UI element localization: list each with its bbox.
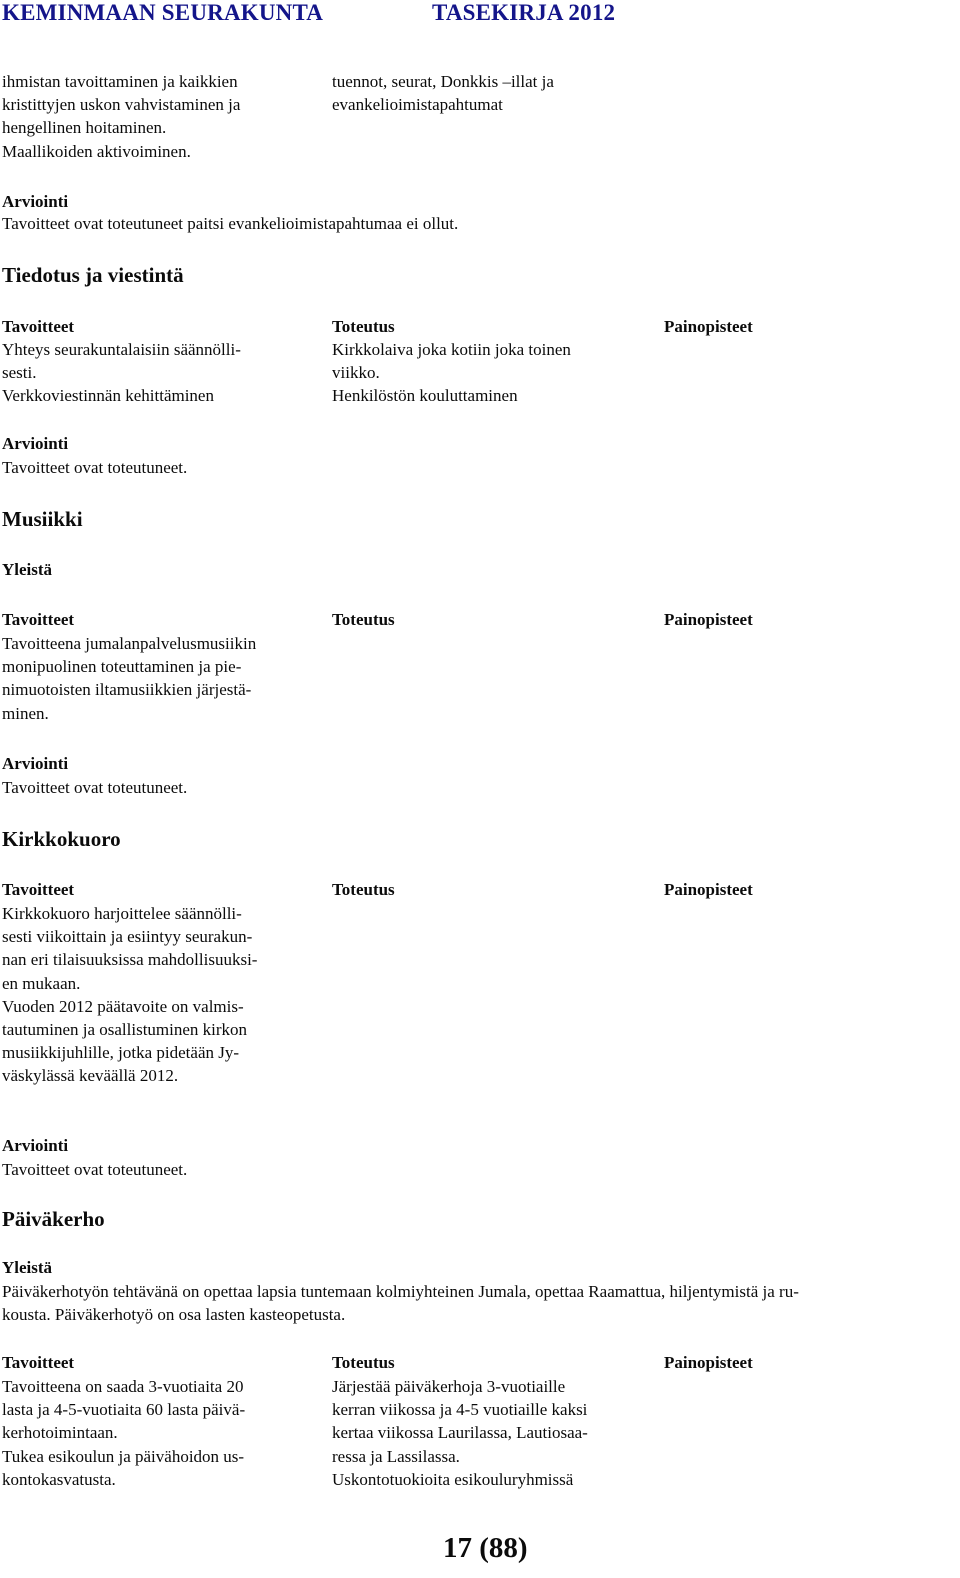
- section-title-paivakerho: Päiväkerho: [2, 1207, 105, 1231]
- subheading-yleista: Yleistä: [2, 560, 53, 579]
- section-title-kirkkokuoro: Kirkkokuoro: [2, 827, 121, 851]
- column-header-toteutus: Toteutus: [332, 1353, 395, 1372]
- column-header-tavoitteet: Tavoitteet: [2, 880, 75, 899]
- column-header-painopisteet: Painopisteet: [664, 880, 753, 899]
- arviointi-heading: Arviointi: [2, 192, 69, 211]
- arviointi-text: Tavoitteet ovat toteutuneet.: [2, 458, 188, 477]
- musiikki-tavoitteet-text: Tavoitteena jumalanpalvelusmusiikin monipuolinen toteuttaminen ja pie- nimuotoisten iltamusiikkien järjestä- minen.: [2, 634, 257, 723]
- column-header-tavoitteet: Tavoitteet: [2, 317, 75, 336]
- column-header-painopisteet: Painopisteet: [664, 1353, 753, 1372]
- header-organization: KEMINMAAN SEURAKUNTA: [2, 0, 324, 25]
- column-header-toteutus: Toteutus: [332, 880, 395, 899]
- arviointi-text: Tavoitteet ovat toteutuneet.: [2, 778, 188, 797]
- arviointi-text: Tavoitteet ovat toteutuneet.: [2, 1160, 188, 1179]
- arviointi-heading: Arviointi: [2, 434, 69, 453]
- column-header-tavoitteet: Tavoitteet: [2, 610, 75, 629]
- subheading-yleista: Yleistä: [2, 1258, 53, 1277]
- paivakerho-yleista-text: Päiväkerhotyön tehtävänä on opettaa lapsia tuntemaan kolmiyhteinen Jumala, opettaa Raamattua, hiljentymistä ja ru- kousta. Päiväkerhotyö on osa lasten kasteopetusta.: [2, 1282, 799, 1325]
- section-title-tiedotus: Tiedotus ja viestintä: [2, 263, 184, 287]
- column-header-painopisteet: Painopisteet: [664, 317, 753, 336]
- intro-toteutus-text: tuennot, seurat, Donkkis –illat ja evankelioimistapahtumat: [332, 72, 554, 115]
- paivakerho-tavoitteet-text: Tavoitteena on saada 3-vuotiaita 20 lasta ja 4-5-vuotiaita 60 lasta päivä- kerhotoimintaan. Tukea esikoulun ja päivähoidon us- kontokasvatusta.: [2, 1377, 246, 1489]
- intro-tavoitteet-text: ihmistan tavoittaminen ja kaikkien kristittyjen uskon vahvistaminen ja hengellinen hoitaminen. Maallikoiden aktivoiminen.: [2, 72, 241, 161]
- arviointi-heading: Arviointi: [2, 754, 69, 773]
- column-header-toteutus: Toteutus: [332, 317, 395, 336]
- column-header-tavoitteet: Tavoitteet: [2, 1353, 75, 1372]
- kirkkokuoro-tavoitteet-text: Kirkkokuoro harjoittelee säännölli- sesti viikoittain ja esiintyy seurakun- nan eri tilaisuuksissa mahdollisuuksi- en mukaan. Vuoden 2012 päätavoite on valmis- tautuminen ja osallistuminen kirkon musiikkijuhlille, jotka pidetään Jy- väskylässä keväällä 2012.: [2, 904, 258, 1086]
- column-header-painopisteet: Painopisteet: [664, 610, 753, 629]
- arviointi-text: Tavoitteet ovat toteutuneet paitsi evankelioimistapahtumaa ei ollut.: [2, 214, 459, 233]
- column-header-toteutus: Toteutus: [332, 610, 395, 629]
- arviointi-heading: Arviointi: [2, 1136, 69, 1155]
- paivakerho-toteutus-text: Järjestää päiväkerhoja 3-vuotiaille kerran viikossa ja 4-5 vuotiaille kaksi kertaa viikossa Laurilassa, Lautiosaa- ressa ja Lassilassa. Uskontotuokioita esikouluryhmissä: [332, 1377, 588, 1489]
- header-document-title: TASEKIRJA 2012: [432, 0, 616, 25]
- section-title-musiikki: Musiikki: [2, 507, 83, 531]
- tiedotus-toteutus-text: Kirkkolaiva joka kotiin joka toinen viikko. Henkilöstön kouluttaminen: [332, 340, 571, 406]
- tiedotus-tavoitteet-text: Yhteys seurakuntalaisiin säännölli- sesti. Verkkoviestinnän kehittäminen: [2, 340, 241, 406]
- page-number: 17 (88): [443, 1532, 528, 1564]
